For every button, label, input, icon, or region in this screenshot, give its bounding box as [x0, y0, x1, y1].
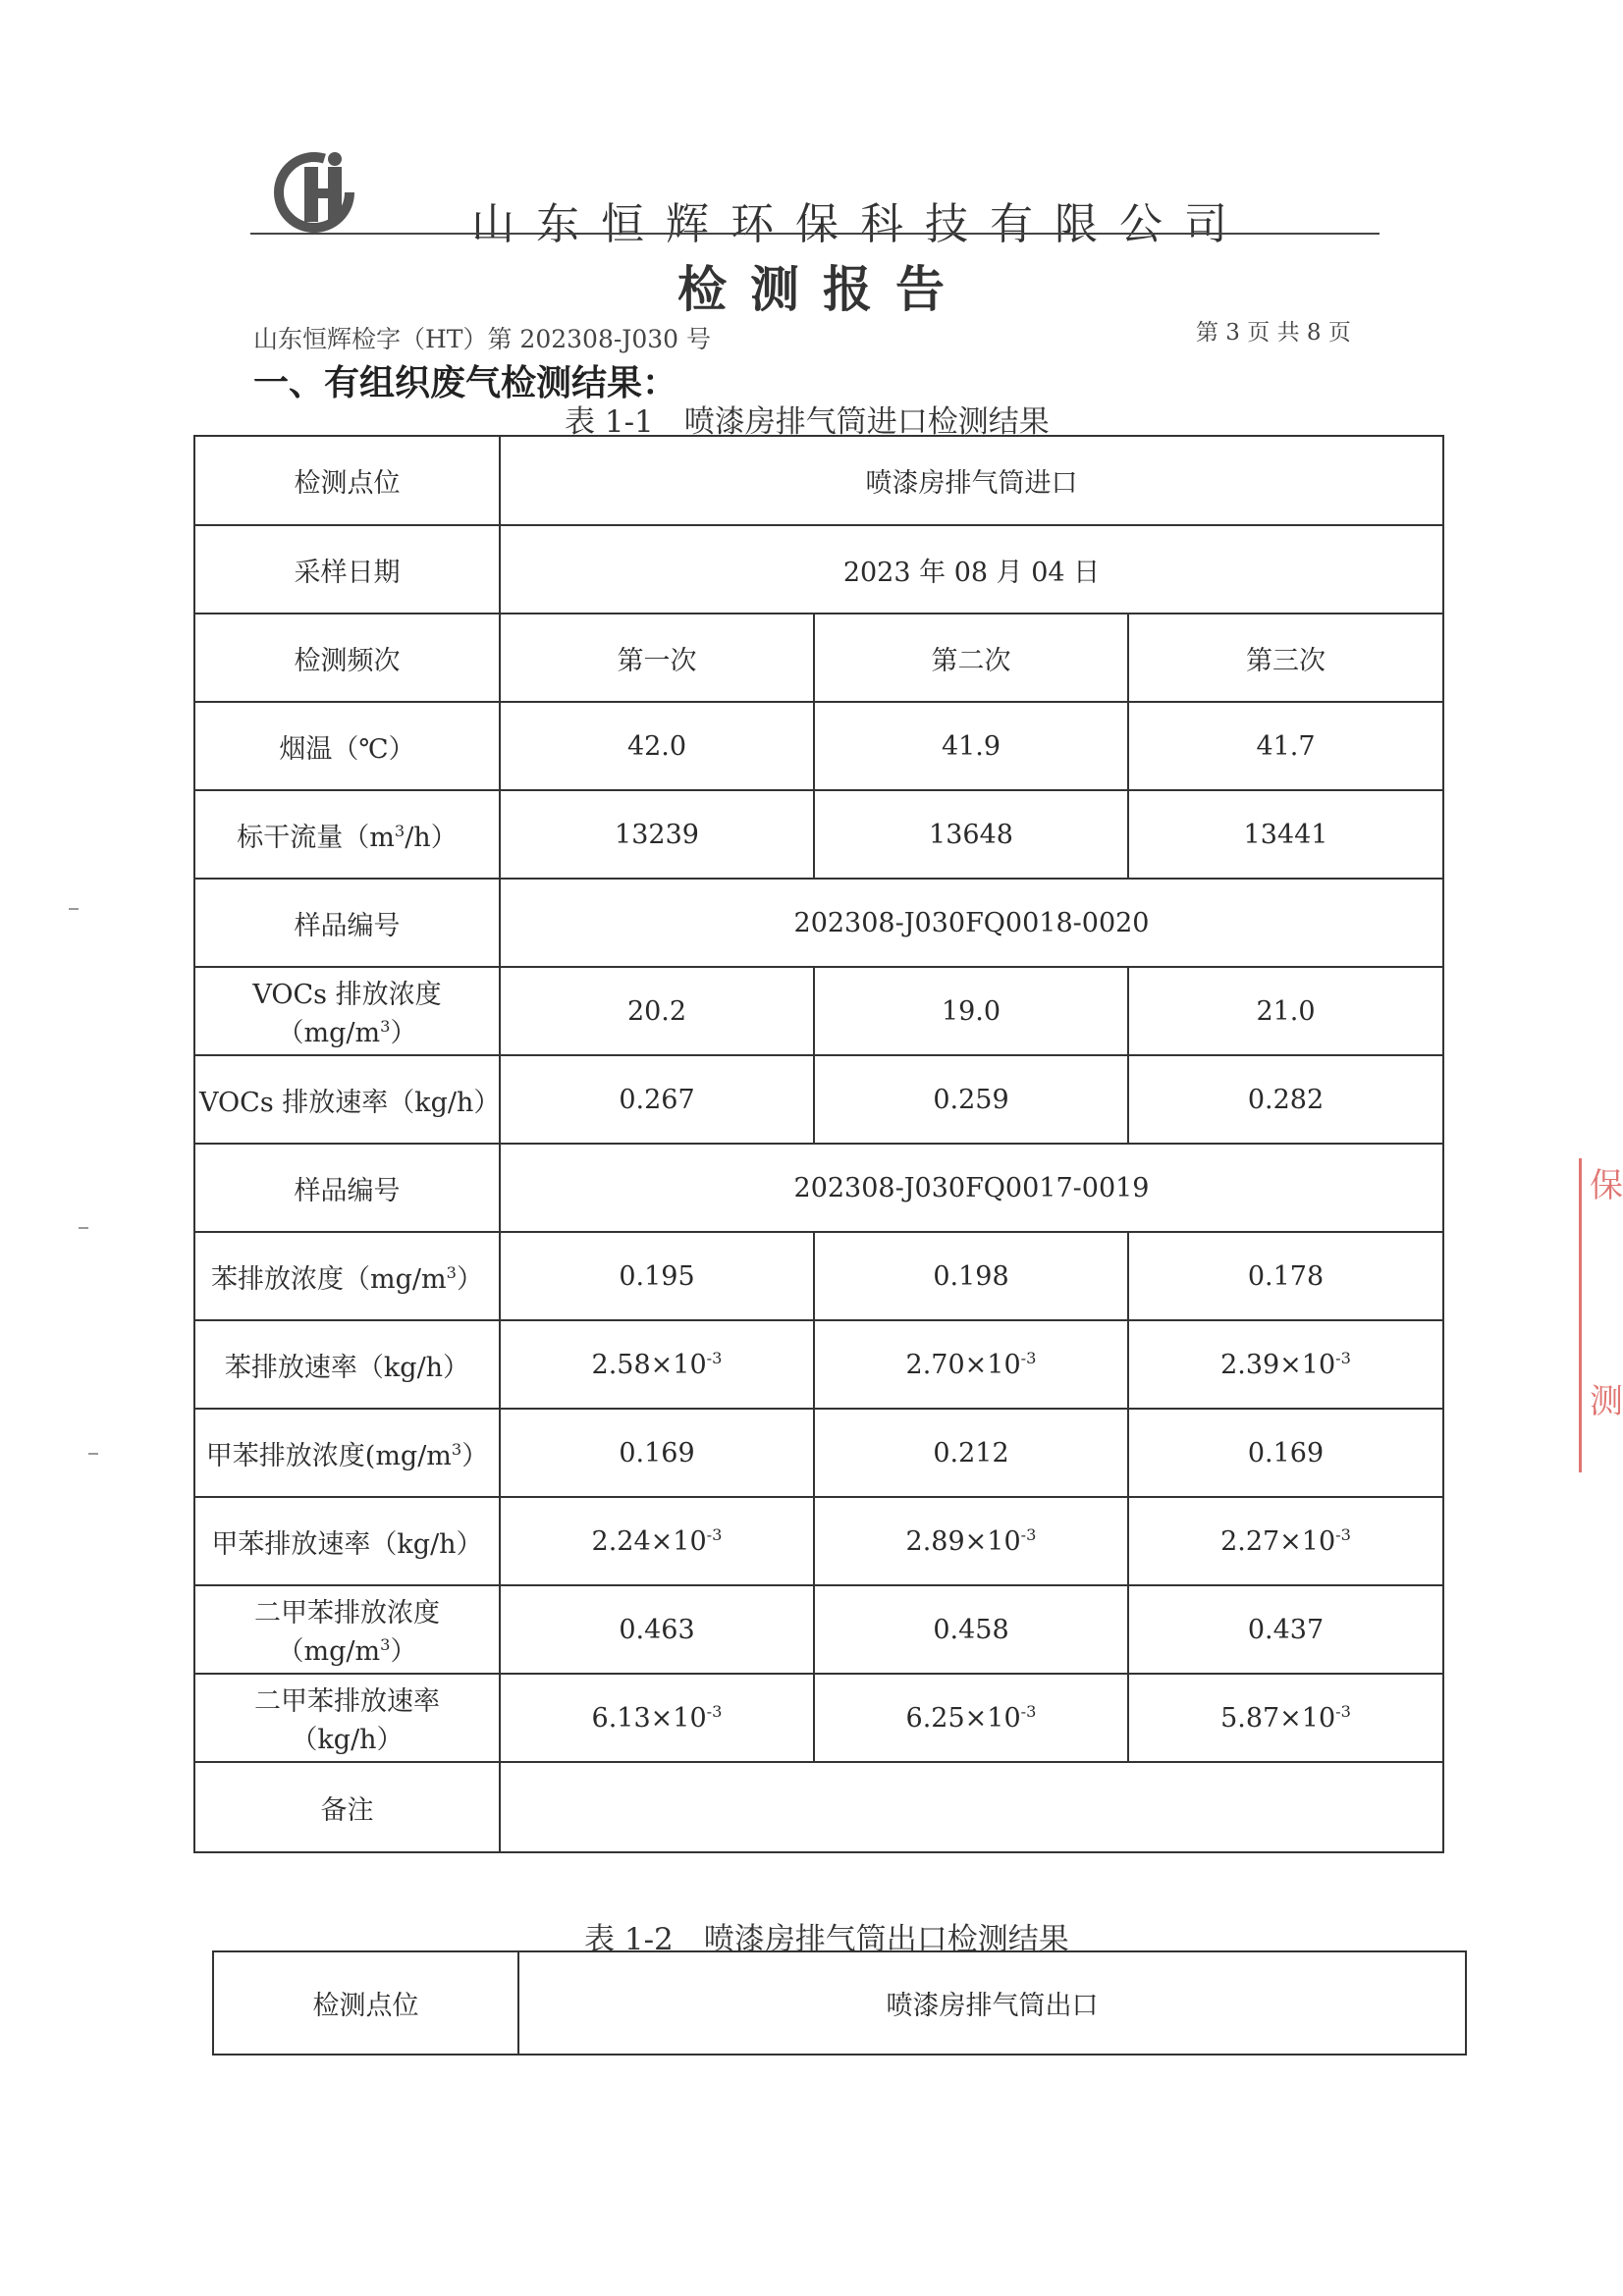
cell: $5.87\times 10^{-3}$ [1128, 1674, 1443, 1762]
table-row [194, 790, 1443, 879]
row-label: 检测频次 [194, 614, 500, 702]
row-label: 检测点位 [213, 1951, 518, 2055]
seal-stamp: 保 测 [1579, 1158, 1623, 1472]
outlet-results-table [212, 1950, 1467, 2056]
date-value: 2023 年 08 月 04 日 [500, 525, 1443, 614]
section-title: 一、有组织废气检测结果： [253, 362, 678, 403]
remark-value [500, 1762, 1443, 1852]
row-label: 甲苯排放浓度$(mg/m^3)$ [194, 1409, 500, 1497]
row-label: 苯排放浓度$(mg/m^3)$ [194, 1232, 500, 1320]
cell: $2.24\times 10^{-3}$ [500, 1497, 814, 1585]
row-label: 样品编号 [194, 879, 500, 967]
table2-caption: 表 1-2 喷漆房排气筒出口检测结果 [584, 1922, 1069, 1957]
table-row [194, 525, 1443, 614]
row-label: VOCs 排放浓度 $(mg/m^3)$ [194, 967, 500, 1055]
margin-mark [69, 908, 79, 910]
cell: 0.178 [1128, 1232, 1443, 1320]
table-row [194, 1762, 1443, 1852]
cell: $6.13\times 10^{-3}$ [500, 1674, 814, 1762]
cell: 0.463 [500, 1585, 814, 1674]
report-number: 山东恒辉检字（HT）第 202308-J030 号 [253, 325, 711, 353]
header-divider [250, 233, 1380, 235]
table-row [194, 967, 1443, 1055]
point-value: 喷漆房排气筒进口 [500, 436, 1443, 525]
table-row [194, 614, 1443, 702]
cell: 0.282 [1128, 1055, 1443, 1144]
row-label: 二甲苯排放速率 （kg/h） [194, 1674, 500, 1762]
cell: 19.0 [814, 967, 1128, 1055]
company-logo [267, 147, 377, 236]
table-row [194, 1674, 1443, 1762]
sample-id: 202308-J030FQ0018-0020 [500, 879, 1443, 967]
cell: 0.169 [1128, 1409, 1443, 1497]
cell: 0.458 [814, 1585, 1128, 1674]
cell: 0.212 [814, 1409, 1128, 1497]
cell: $2.39\times 10^{-3}$ [1128, 1320, 1443, 1409]
row-label: 样品编号 [194, 1144, 500, 1232]
table-row [194, 1055, 1443, 1144]
cell: 0.195 [500, 1232, 814, 1320]
table-row [194, 1232, 1443, 1320]
cell: 41.7 [1128, 702, 1443, 790]
row-label: 苯排放速率（kg/h） [194, 1320, 500, 1409]
cell: 20.2 [500, 967, 814, 1055]
cell: 0.169 [500, 1409, 814, 1497]
table-row [194, 1497, 1443, 1585]
cell: 第二次 [814, 614, 1128, 702]
cell: 0.437 [1128, 1585, 1443, 1674]
point-value: 喷漆房排气筒出口 [518, 1951, 1466, 2055]
cell: 13441 [1128, 790, 1443, 879]
cell: 41.9 [814, 702, 1128, 790]
cell: $2.58\times 10^{-3}$ [500, 1320, 814, 1409]
cell: $2.27\times 10^{-3}$ [1128, 1497, 1443, 1585]
table-row [194, 436, 1443, 525]
table-row [213, 1951, 1466, 2055]
cell: 0.198 [814, 1232, 1128, 1320]
cell: 13239 [500, 790, 814, 879]
cell: 13648 [814, 790, 1128, 879]
table1-caption: 表 1-1 喷漆房排气筒进口检测结果 [565, 404, 1050, 440]
report-title: 检测报告 [677, 260, 968, 318]
margin-mark [79, 1227, 88, 1229]
row-label: 备注 [194, 1762, 500, 1852]
row-label: 标干流量$(m^3/h)$ [194, 790, 500, 879]
row-label: 采样日期 [194, 525, 500, 614]
row-label: VOCs 排放速率（kg/h） [194, 1055, 500, 1144]
table-row [194, 1320, 1443, 1409]
table-row [194, 1409, 1443, 1497]
table-row [194, 1144, 1443, 1232]
cell: 第三次 [1128, 614, 1443, 702]
row-label: 甲苯排放速率（kg/h） [194, 1497, 500, 1585]
row-label: 烟温（℃） [194, 702, 500, 790]
row-label: 检测点位 [194, 436, 500, 525]
cell: 42.0 [500, 702, 814, 790]
sample-id: 202308-J030FQ0017-0019 [500, 1144, 1443, 1232]
row-label: 二甲苯排放浓度 $(mg/m^3)$ [194, 1585, 500, 1674]
cell: $2.70\times 10^{-3}$ [814, 1320, 1128, 1409]
cell: 21.0 [1128, 967, 1443, 1055]
cell: 0.259 [814, 1055, 1128, 1144]
company-name: 山东恒辉环保科技有限公司 [471, 199, 1249, 249]
inlet-results-table [193, 435, 1444, 1853]
cell: $2.89\times 10^{-3}$ [814, 1497, 1128, 1585]
cell: 0.267 [500, 1055, 814, 1144]
cell: $6.25\times 10^{-3}$ [814, 1674, 1128, 1762]
table-row [194, 702, 1443, 790]
table-row [194, 1585, 1443, 1674]
cell: 第一次 [500, 614, 814, 702]
page-info: 第 3 页 共 8 页 [1196, 320, 1351, 346]
margin-mark [88, 1453, 98, 1455]
table-row [194, 879, 1443, 967]
